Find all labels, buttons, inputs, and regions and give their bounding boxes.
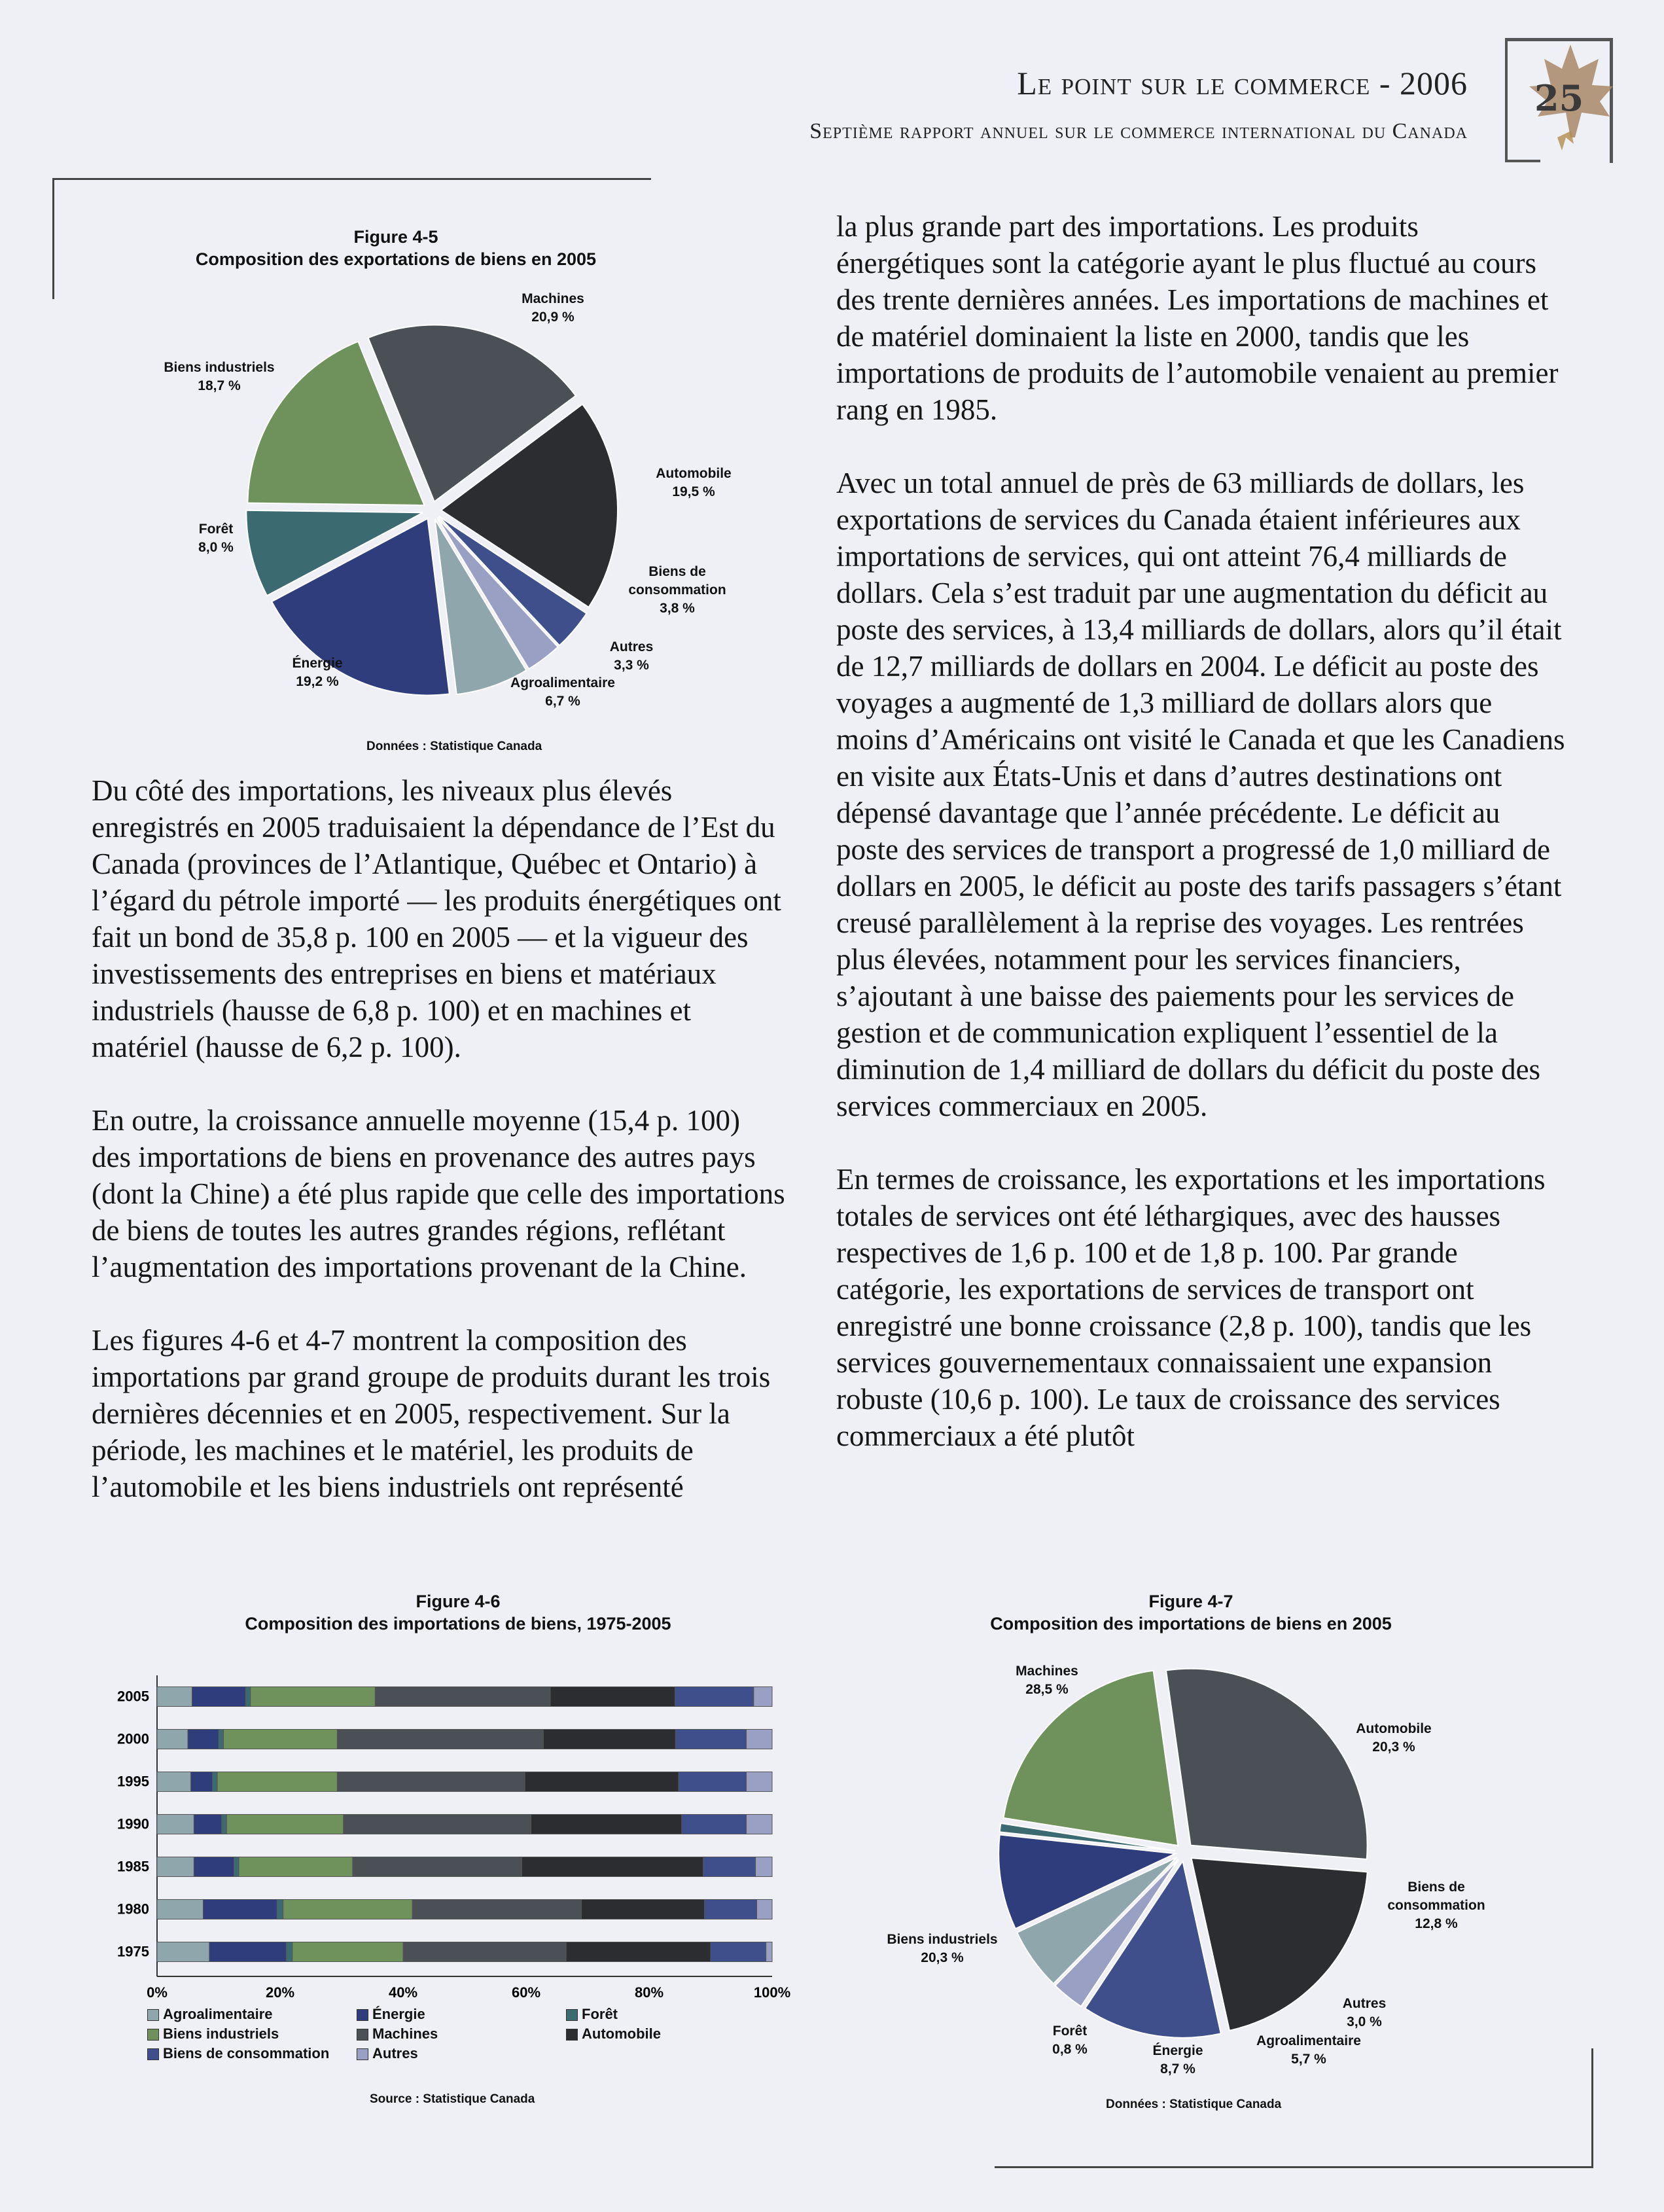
pie-label-foret: Forêt 0,8 % [1052, 2024, 1088, 2057]
bar-segment-machines-1990 [344, 1815, 531, 1834]
x-tick-label: 60% [511, 1984, 541, 2001]
pie-label-autres: Autres 3,3 % [609, 639, 654, 673]
bar-segment-foret-1995 [213, 1772, 218, 1792]
page-number: 25 [1534, 77, 1584, 119]
bar-segment-biens-industriels-1980 [283, 1900, 412, 1919]
bar-segment-biens-de-consommation-2000 [675, 1730, 746, 1749]
bar-segment-biens-industriels-1990 [226, 1815, 344, 1834]
running-header-subtitle: Septième rapport annuel sur le commerce international du Canada [809, 119, 1468, 143]
figure-label: Figure 4-7 [1148, 1592, 1233, 1611]
bar-segment-agroalimentaire-2000 [157, 1730, 188, 1749]
legend-label: Agroalimentaire [163, 2006, 273, 2022]
figure-4-7-source: Données : Statistique Canada [1106, 2097, 1282, 2111]
year-label: 1985 [117, 1858, 149, 1875]
paragraph: la plus grande part des importations. Les produits énergétiques sont la catégorie ayant le plus fluctué au cours des trente dernières années. Les importations de machines et de matériel dominaient la liste en 2000, tandis que les importations de produits de l’automobile venaient au premier rang en 1985. [836, 210, 1559, 426]
legend-item-biens-de-consommation [147, 2045, 357, 2062]
bar-segment-machines-2000 [337, 1730, 543, 1749]
figure-label: Figure 4-5 [353, 227, 438, 247]
legend-label: Autres [372, 2045, 418, 2061]
legend-swatch [147, 2009, 159, 2021]
bar-segment-energie-1985 [194, 1857, 234, 1877]
pie-label-foret: Forêt 8,0 % [198, 522, 234, 555]
bar-segment-biens-industriels-1995 [217, 1772, 337, 1792]
bar-segment-foret-1990 [222, 1815, 227, 1834]
bar-segment-biens-de-consommation-1985 [703, 1857, 756, 1877]
bar-segment-foret-1985 [234, 1857, 239, 1877]
x-tick-label: 0% [147, 1984, 168, 2001]
bar-segment-biens-industriels-2000 [224, 1730, 338, 1749]
legend-label: Automobile [582, 2025, 661, 2042]
bar-segment-biens-industriels-2005 [251, 1687, 376, 1707]
legend-swatch [357, 2029, 368, 2041]
x-tick-label: 80% [634, 1984, 664, 2001]
year-label: 1980 [117, 1900, 149, 1918]
bar-segment-machines-1980 [412, 1900, 582, 1919]
bar-segment-agroalimentaire-1990 [157, 1815, 194, 1834]
legend-label: Énergie [372, 2006, 425, 2022]
legend-item-agroalimentaire [147, 2006, 357, 2023]
legend-swatch [147, 2048, 159, 2060]
bar-segment-machines-1975 [403, 1942, 566, 1962]
legend-swatch [566, 2029, 578, 2041]
pie-label-energie: Énergie 8,7 % [1152, 2043, 1203, 2077]
bar-segment-foret-2000 [219, 1730, 224, 1749]
bar-segment-energie-2005 [192, 1687, 246, 1707]
bar-segment-autres-1980 [757, 1900, 773, 1919]
bar-segment-autres-1990 [747, 1815, 772, 1834]
x-tick-label: 40% [388, 1984, 418, 2001]
legend-item-foret [566, 2006, 762, 2023]
pie-label-machines: Machines 28,5 % [1016, 1664, 1078, 1697]
figure-4-6-title [164, 1590, 752, 1635]
x-tick-label: 100% [753, 1984, 791, 2001]
bar-segment-foret-2005 [245, 1687, 251, 1707]
pie-label-automobile: Automobile 20,3 % [1356, 1721, 1432, 1755]
paragraph: En outre, la croissance annuelle moyenne (15,4 p. 100) des importations de biens en provenance des autres pays (dont la Chine) a été plus rapide que celle des importations de biens de toutes les autres grandes régions, reflétant l’augmentation des importations provenant de la Chine. [92, 1104, 785, 1283]
pie-label-biens-industriels: Biens industriels 18,7 % [164, 360, 275, 393]
right-column-text [836, 208, 1569, 1491]
legend-label: Biens de consommation [163, 2045, 330, 2061]
bar-segment-energie-1980 [204, 1900, 277, 1919]
bar-segment-automobile-1990 [531, 1815, 682, 1834]
bar-segment-automobile-1980 [582, 1900, 705, 1919]
pie-slice-machines [1166, 1669, 1368, 1859]
bar-segment-agroalimentaire-1985 [157, 1857, 194, 1877]
legend-item-autres [357, 2045, 566, 2062]
bar-segment-foret-1975 [286, 1942, 292, 1962]
pie-chart-imports-2005 [982, 1649, 1387, 2055]
bar-segment-autres-2000 [747, 1730, 772, 1749]
figure-frame-right [1591, 2048, 1593, 2168]
running-header-title: Le point sur le commerce - 2006 [1017, 65, 1468, 101]
bar-segment-agroalimentaire-1995 [157, 1772, 191, 1792]
year-label: 1995 [117, 1773, 149, 1790]
bar-segment-agroalimentaire-1980 [157, 1900, 204, 1919]
figure-4-5-title [157, 226, 635, 270]
bar-segment-automobile-1985 [522, 1857, 703, 1877]
legend-label: Forêt [582, 2006, 618, 2022]
pie-label-biens-consommation: Biens de consommation 12,8 % [1387, 1880, 1485, 1931]
bar-segment-biens-de-consommation-1980 [705, 1900, 757, 1919]
paragraph: Avec un total annuel de près de 63 milliards de dollars, les exportations de services du Canada étaient inférieures aux importations de services, qui ont atteint 76,4 milliards de dollars. Cela s’est traduit par une augmentation du déficit au poste des services, à 13,4 milliards de dollars, alors qu’il était de 12,7 milliards de dollars en 2004. Le déficit au poste des voyages a augmenté de 1,3 milliard de dollars alors que moins d’Américains ont visité le Canada et que les Canadiens en visite aux États-Unis et dans d’autres destinations ont dépensé davantage que l’année précédente. Le déficit au poste des services de transport a progressé de 1,0 milliard de dollars en 2005, le déficit au poste des tarifs passagers s’étant creusé parallèlement à la reprise des voyages. Les rentrées plus élevées, notamment pour les services financiers, s’ajoutant à une baisse des paiements pour les services de gestion et de communication expliquent l’essentiel de la diminution de 1,4 milliard de dollars du déficit du poste des services commerciaux en 2005. [836, 467, 1565, 1122]
pie-label-energie: Énergie 19,2 % [292, 656, 343, 689]
paragraph: Du côté des importations, les niveaux plus élevés enregistrés en 2005 traduisaient la dépendance de l’Est du Canada (provinces de l’Atlantique, Québec et Ontario) à l’égard du pétrole importé — les produits énergétiques ont fait un bond de 35,8 p. 100 en 2005 — et la vigueur des investissements des entreprises en biens et matériaux industriels (hausse de 6,8 p. 100) et en machines et matériel (hausse de 6,2 p. 100). [92, 774, 781, 1063]
bar-segment-machines-1985 [353, 1857, 522, 1877]
bar-segment-foret-1980 [277, 1900, 283, 1919]
figure-frame-left [52, 178, 54, 299]
pie-label-agroalimentaire: Agroalimentaire 6,7 % [510, 675, 615, 709]
bar-segment-autres-1985 [756, 1857, 772, 1877]
pie-label-agroalimentaire: Agroalimentaire 5,7 % [1256, 2033, 1361, 2067]
figure-4-5-source: Données : Statistique Canada [366, 740, 542, 753]
figure-4-7-title [916, 1590, 1466, 1635]
bar-segment-machines-2005 [375, 1687, 550, 1707]
bar-segment-biens-industriels-1985 [239, 1857, 353, 1877]
paragraph: Les figures 4-6 et 4-7 montrent la composition des importations par grand groupe de produits durant les trois dernières décennies et en 2005, respectivement. Sur la période, les machines et le matériel, les produits de l’automobile et les biens industriels ont représenté [92, 1324, 771, 1503]
figure-frame-top [52, 178, 651, 180]
legend-item-automobile [566, 2025, 762, 2043]
pie-label-machines: Machines 20,9 % [522, 291, 584, 325]
figure-4-6-legend [147, 2006, 769, 2062]
bar-segment-energie-1990 [194, 1815, 221, 1834]
bar-segment-biens-de-consommation-1990 [682, 1815, 747, 1834]
figure-caption: Composition des importations de biens, 1975-2005 [245, 1614, 671, 1633]
figure-caption: Composition des importations de biens en 2005 [990, 1614, 1392, 1633]
bar-segment-biens-de-consommation-2005 [675, 1687, 754, 1707]
bar-segment-biens-industriels-1975 [292, 1942, 403, 1962]
figure-caption: Composition des exportations de biens en 2005 [195, 249, 597, 269]
legend-swatch [357, 2048, 368, 2060]
bar-segment-automobile-1975 [566, 1942, 711, 1962]
year-label: 1990 [117, 1815, 149, 1832]
x-tick-label: 20% [265, 1984, 295, 2001]
bar-segment-agroalimentaire-2005 [157, 1687, 192, 1707]
pie-label-biens-industriels: Biens industriels 20,3 % [887, 1932, 998, 1965]
year-label: 2000 [117, 1730, 149, 1747]
legend-swatch [357, 2009, 368, 2021]
year-label: 1975 [117, 1943, 149, 1960]
pie-label-automobile: Automobile 19,5 % [656, 466, 732, 499]
bar-segment-biens-de-consommation-1975 [711, 1942, 766, 1962]
bar-segment-agroalimentaire-1975 [157, 1942, 209, 1962]
bar-segment-machines-1995 [337, 1772, 525, 1792]
legend-item-energie [357, 2006, 566, 2023]
bar-segment-energie-2000 [188, 1730, 219, 1749]
bar-segment-autres-1995 [747, 1772, 772, 1792]
left-column-text [92, 772, 785, 1542]
legend-label: Biens industriels [163, 2025, 279, 2042]
year-label: 2005 [117, 1688, 149, 1705]
legend-swatch [566, 2009, 578, 2021]
bar-segment-autres-1975 [766, 1942, 772, 1962]
bar-segment-automobile-2005 [550, 1687, 675, 1707]
legend-item-machines [357, 2025, 566, 2043]
legend-swatch [147, 2029, 159, 2041]
pie-label-autres: Autres 3,0 % [1342, 1996, 1387, 2029]
paragraph: En termes de croissance, les exportations et les importations totales de services ont été léthargiques, avec des hausses respectives de 1,6 p. 100 et de 1,8 p. 100. Par grande catégorie, les exportations de services de transport ont enregistré une bonne croissance (2,8 p. 100), tandis que les services gouvernementaux connaissaient une expansion robuste (10,6 p. 100). Le taux de croissance des services commerciaux a été plutôt [836, 1163, 1546, 1452]
bar-segment-automobile-2000 [543, 1730, 675, 1749]
figure-label: Figure 4-6 [416, 1592, 501, 1611]
bar-segment-energie-1995 [191, 1772, 213, 1792]
bar-segment-autres-2005 [754, 1687, 772, 1707]
stacked-bar-chart-imports-1975-2005 [98, 1669, 792, 2016]
bar-segment-biens-de-consommation-1995 [679, 1772, 746, 1792]
figure-frame-bottom [995, 2166, 1593, 2168]
pie-label-biens-consommation: Biens de consommation 3,8 % [628, 564, 726, 616]
legend-label: Machines [372, 2025, 438, 2042]
bar-segment-energie-1975 [209, 1942, 287, 1962]
bar-segment-automobile-1995 [525, 1772, 679, 1792]
legend-item-biens-industriels [147, 2025, 357, 2043]
figure-4-6-source: Source : Statistique Canada [370, 2092, 535, 2106]
